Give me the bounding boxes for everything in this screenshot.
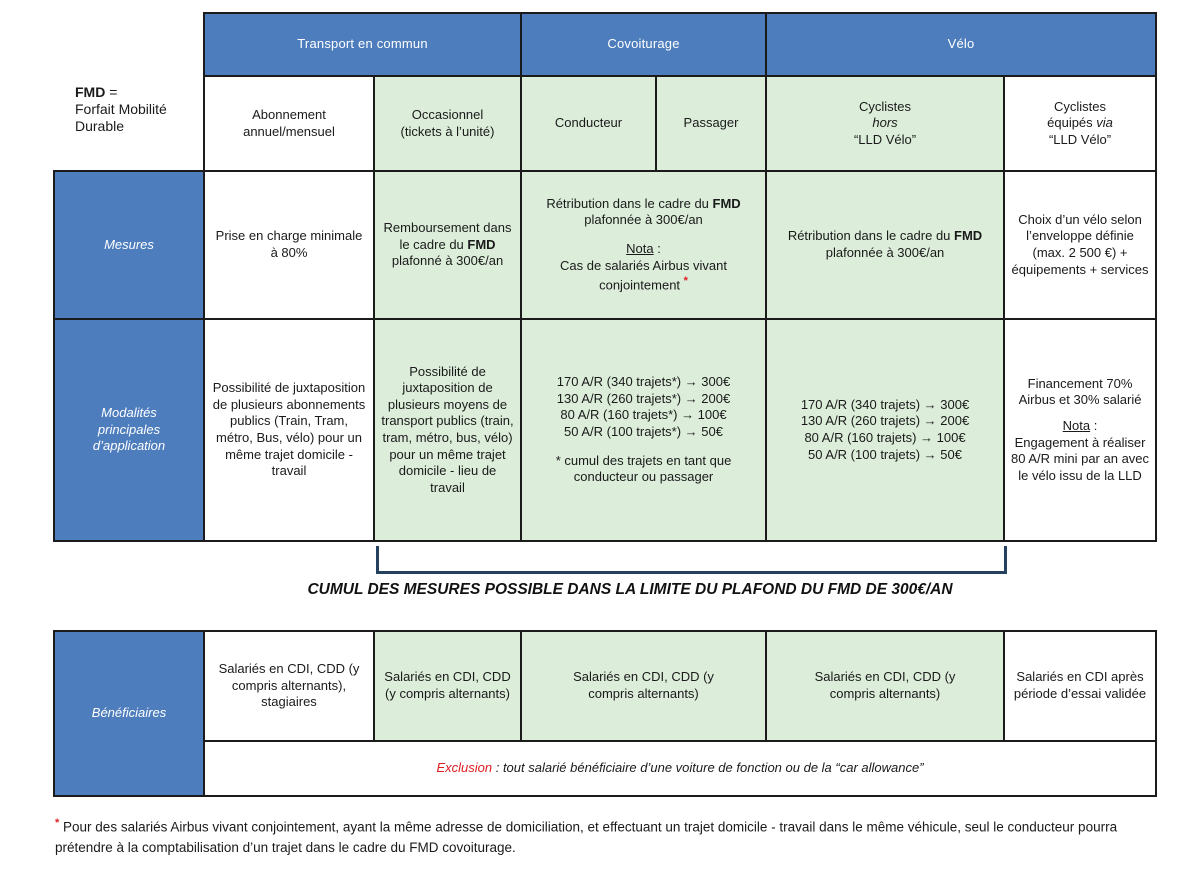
cell-beneficiaires-occasionnel: Salariés en CDI, CDD (y compris alternants)	[374, 631, 521, 741]
fmd-equals: =	[105, 84, 118, 100]
mesures-covoiturage-text: Rétribution dans le cadre du	[546, 195, 713, 211]
cell-mesures-abonnement: Prise en charge minimale à 80%	[204, 171, 374, 319]
cyclistes-lld-line3: “LLD Vélo”	[1048, 131, 1112, 147]
nota-label: Nota	[1062, 417, 1091, 433]
mesures-covoiturage-paragraph	[528, 196, 759, 229]
cumul-banner: CUMUL DES MESURES POSSIBLE DANS LA LIMITE DU PLAFOND DU FMD DE 300€/AN	[307, 581, 953, 598]
mesures-velo-hors-fmd: FMD	[954, 228, 983, 244]
nota-colon: :	[653, 241, 661, 257]
beneficiaires-velo-hors-text: Salariés en CDI, CDD (y compris alternants)	[814, 669, 956, 701]
modalites-label-line3: d’application	[92, 438, 166, 454]
mesures-row	[54, 171, 1156, 319]
velo-lld-nota-title	[1011, 418, 1149, 435]
cell-beneficiaires-velo-lld	[1004, 631, 1156, 741]
cell-modalites-velo-hors	[766, 319, 1004, 541]
exclusion-text: : tout salarié bénéficiaire d’une voiture de fonction ou de la “car allowance”	[492, 760, 924, 776]
velo-lld-engagement: Engagement à réaliser 80 A/R mini par an avec le vélo issu de la LLD	[1011, 434, 1150, 483]
exclusion-label: Exclusion	[436, 760, 493, 776]
page-footnote	[55, 815, 1175, 859]
cell-beneficiaires-abonnement: Salariés en CDI, CDD (y compris alternants), stagiaires	[204, 631, 374, 741]
cell-mesures-velo-hors	[766, 171, 1004, 319]
row-label-beneficiaires: Bénéficiaires	[54, 631, 204, 796]
cyclistes-lld-line1: Cyclistes	[1054, 98, 1107, 114]
fmd-abbr: FMD	[75, 84, 106, 100]
mesures-occasionnel-cap: plafonné à 300€/an	[391, 253, 504, 269]
tariff-line: 130 A/R (260 trajets*) → 200€	[556, 390, 731, 406]
group-header-transport: Transport en commun	[204, 13, 521, 76]
column-header-abonnement	[204, 76, 374, 171]
tariff-line: 130 A/R (260 trajets) → 200€	[800, 413, 970, 429]
corner-spacer	[54, 13, 204, 76]
red-asterisk: *	[683, 275, 688, 288]
cumul-bracket	[376, 546, 1007, 574]
cell-mesures-covoiturage	[521, 171, 766, 319]
column-header-cyclistes-lld	[1004, 76, 1156, 171]
cell-modalites-abonnement: Possibilité de juxtaposition de plusieurs abonnements publics (Train, Tram, métro, Bus, vélo) pour un même trajet domicile - travail	[204, 319, 374, 541]
tariff-line: 80 A/R (160 trajets) → 100€	[804, 430, 966, 445]
fmd-legend-line2: Forfait Mobilité	[75, 101, 167, 117]
fmd-legend-line3: Durable	[75, 118, 125, 134]
mesures-covoiturage-nota-body	[528, 258, 759, 295]
cell-beneficiaires-velo-hors	[766, 631, 1004, 741]
modalites-label-line1: Modalités	[101, 405, 157, 421]
tariff-line: 50 A/R (100 trajets) → 50€	[808, 446, 962, 462]
beneficiaries-row	[54, 631, 1156, 741]
cell-mesures-occasionnel	[374, 171, 521, 319]
nota-colon: :	[1090, 417, 1098, 433]
column-header-cyclistes-hors	[766, 76, 1004, 171]
column-header-occasionnel	[374, 76, 521, 171]
cyclistes-lld-via: via	[1096, 115, 1113, 131]
abonnement-title-line1: Abonnement	[252, 106, 326, 122]
footnote-text: Pour des salariés Airbus vivant conjointement, ayant la même adresse de domiciliation, et effectuant un trajet domicile - travail dans le même véhicule, seul le conducteur pourra prétendre à la comptabilisation d’un trajet dans le cadre du FMD covoiturage.	[55, 819, 1118, 856]
mesures-covoiturage-nota-title	[528, 241, 759, 258]
red-asterisk: *	[55, 817, 60, 829]
group-header-covoiturage: Covoiturage	[521, 13, 766, 76]
cell-mesures-velo-lld: Choix d’un vélo selon l’enveloppe définie (max. 2 500 €) + équipements + services	[1004, 171, 1156, 319]
nota-label: Nota	[626, 241, 654, 257]
cell-exclusion	[204, 741, 1156, 796]
spacer	[528, 229, 759, 241]
cyclistes-hors-line2: hors	[872, 115, 898, 131]
cell-modalites-covoiturage	[521, 319, 766, 541]
beneficiaires-covoiturage-text: Salariés en CDI, CDD (y compris alternants)	[573, 669, 714, 701]
column-header-passager: Passager	[656, 76, 766, 171]
column-header-conducteur: Conducteur	[521, 76, 656, 171]
velo-lld-financement: Financement 70% Airbus et 30% salarié	[1018, 375, 1142, 408]
mesures-occasionnel-text: Remboursement dans le cadre du	[383, 220, 512, 252]
group-header-row	[54, 13, 1156, 76]
tariff-footnote: * cumul des trajets en tant que conducteur ou passager	[555, 452, 732, 485]
modalites-label-line2: principales	[97, 421, 161, 437]
mesures-covoiturage-cap: plafonnée à 300€/an	[584, 212, 703, 228]
cyclistes-lld-line2	[1011, 115, 1149, 132]
cyclistes-hors-line3: “LLD Vélo”	[853, 131, 917, 147]
spacer	[528, 441, 759, 453]
nota-body-text: Cas de salariés Airbus vivant conjointement	[560, 257, 727, 293]
spacer	[1011, 409, 1149, 418]
tariff-line: 50 A/R (100 trajets*) → 50€	[564, 424, 723, 439]
mesures-velo-hors-text: Rétribution dans le cadre du	[787, 228, 955, 244]
tariff-line: 170 A/R (340 trajets*) → 300€	[556, 374, 731, 390]
mesures-occasionnel-fmd: FMD	[467, 236, 496, 252]
mesures-covoiturage-fmd: FMD	[712, 195, 741, 211]
column-header-row	[54, 76, 1156, 171]
row-label-modalites	[54, 319, 204, 541]
measures-table	[53, 12, 1157, 542]
occasionnel-subtitle: (tickets à l’unité)	[400, 123, 495, 139]
cell-beneficiaires-covoiturage	[521, 631, 766, 741]
mesures-velo-hors-cap: plafonnée à 300€/an	[825, 245, 945, 260]
beneficiaires-velo-lld-text: Salariés en CDI après période d’essai validée	[1013, 669, 1147, 701]
fmd-legend-spacer	[54, 76, 204, 171]
exclusion-row	[54, 741, 1156, 796]
cell-modalites-velo-lld	[1004, 319, 1156, 541]
tariff-line: 80 A/R (160 trajets*) → 100€	[560, 407, 727, 423]
occasionnel-title: Occasionnel	[411, 106, 484, 122]
modalites-row	[54, 319, 1156, 541]
cell-modalites-occasionnel: Possibilité de juxtaposition de plusieurs moyens de transport publics (train, tram, métro, bus, vélo) pour un même trajet domicile - lieu de travail	[374, 319, 521, 541]
abonnement-title-line2: annuel/mensuel	[243, 123, 335, 139]
group-header-velo: Vélo	[766, 13, 1156, 76]
cyclistes-lld-equipes: équipés	[1047, 115, 1097, 131]
beneficiaries-table	[53, 630, 1157, 797]
row-label-mesures: Mesures	[54, 171, 204, 319]
tariff-line: 170 A/R (340 trajets) → 300€	[800, 396, 970, 412]
cyclistes-hors-line1: Cyclistes	[859, 98, 912, 114]
